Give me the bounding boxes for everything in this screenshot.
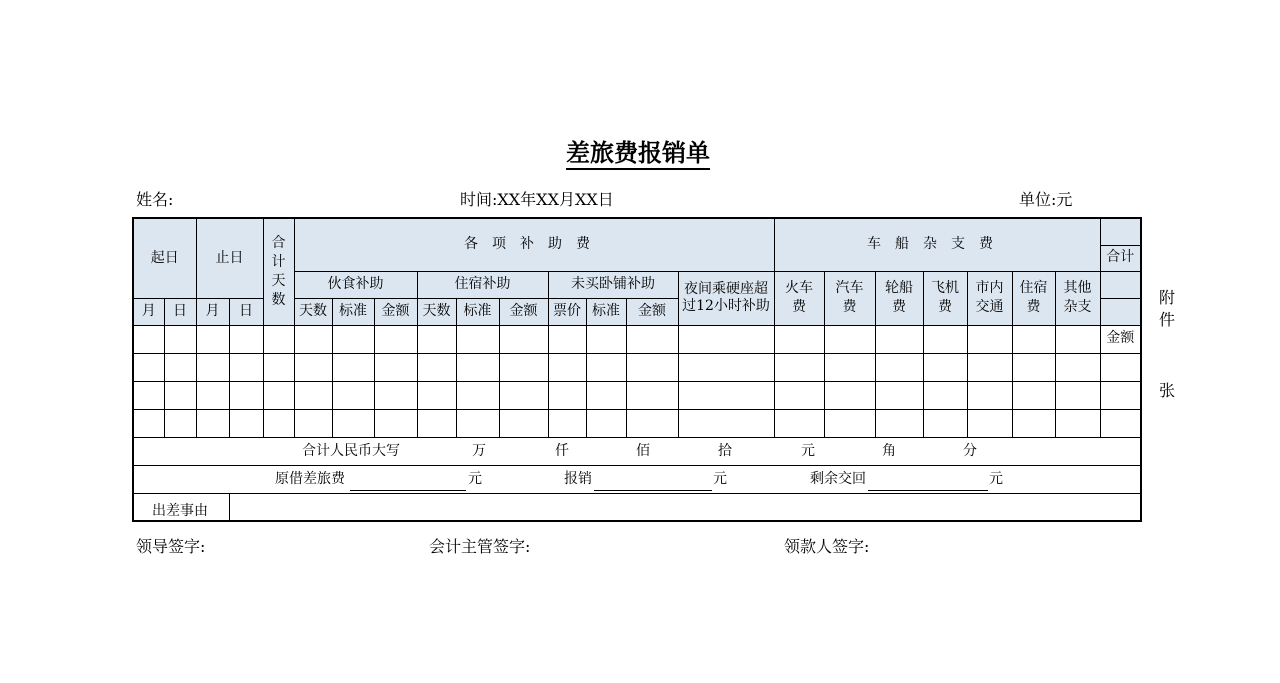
advance-label: 原借差旅费 (275, 470, 345, 487)
reimbursement-table (132, 217, 1142, 522)
time-label: 时间:XX年XX月XX日 (460, 190, 614, 209)
unit-fen: 分 (963, 442, 977, 459)
city-transit-header: 市内交通 (967, 271, 1012, 325)
reimburse-label: 报销 (564, 470, 592, 487)
unit-jiao: 角 (882, 442, 896, 459)
plane-fee-header: 飞机费 (923, 271, 967, 325)
unit-label: 单位:元 (1019, 190, 1073, 209)
accounting-signature-label: 会计主管签字: (429, 537, 531, 556)
total-days-header: 合计天数 (263, 218, 294, 325)
lodging-days-header: 天数 (417, 298, 456, 325)
total-col-blank (1100, 218, 1141, 245)
total-col-blank-2 (1100, 271, 1141, 298)
subsidy-group-header: 各项补助费 (294, 218, 774, 271)
unit-bai: 佰 (636, 442, 650, 459)
meal-standard-header: 标准 (332, 298, 374, 325)
form-title: 差旅费报销单 (0, 133, 1276, 168)
sleeper-amount-header: 金额 (626, 298, 678, 325)
ticket-price-header: 票价 (548, 298, 586, 325)
receiver-signature-label: 领款人签字: (784, 537, 870, 556)
name-label: 姓名: (136, 190, 174, 209)
unit-wan: 万 (472, 442, 486, 459)
advance-row (133, 465, 1141, 493)
train-fee-header: 火车费 (774, 271, 824, 325)
table-row (133, 381, 1141, 409)
remaining-label: 剩余交回 (810, 470, 866, 487)
reimburse-yuan: 元 (713, 470, 727, 487)
remaining-yuan: 元 (989, 470, 1003, 487)
start-day-header: 起日 (133, 218, 196, 298)
transport-group-header: 车船杂支费 (774, 218, 1100, 271)
meal-amount-header: 金额 (374, 298, 417, 325)
lodging-amount-header: 金额 (499, 298, 548, 325)
start-date-header: 日 (164, 298, 196, 325)
table-row (133, 409, 1141, 437)
end-date-header: 日 (229, 298, 263, 325)
total-rmb-row (133, 437, 1141, 465)
sheets-label: 张 (1159, 381, 1176, 400)
end-day-header: 止日 (196, 218, 263, 298)
amount-header: 金额 (1100, 325, 1141, 353)
unit-qian: 仟 (555, 442, 569, 459)
total-col-blank-3 (1100, 298, 1141, 325)
end-month-header: 月 (196, 298, 229, 325)
no-sleeper-subsidy-header: 未买卧铺补助 (548, 271, 678, 298)
unit-shi: 拾 (718, 442, 732, 459)
attachment-label: 附件 (1159, 288, 1176, 329)
meal-subsidy-header: 伙食补助 (294, 271, 417, 298)
start-month-header: 月 (133, 298, 164, 325)
table-row (133, 325, 1141, 353)
misc-fee-header: 其他杂支 (1055, 271, 1100, 325)
bus-fee-header: 汽车费 (824, 271, 875, 325)
reason-label: 出差事由 (133, 493, 229, 521)
table-row (133, 353, 1141, 381)
leader-signature-label: 领导签字: (136, 537, 206, 556)
lodging-standard-header: 标准 (456, 298, 499, 325)
total-rmb-label: 合计人民币大写 (302, 442, 400, 459)
unit-yuan: 元 (801, 442, 815, 459)
night-hard-seat-header: 夜间乘硬座超过12小时补助 (678, 271, 774, 325)
lodging-subsidy-header: 住宿补助 (417, 271, 548, 298)
total-header: 合计 (1100, 245, 1141, 271)
sleeper-standard-header: 标准 (586, 298, 626, 325)
ship-fee-header: 轮船费 (875, 271, 923, 325)
advance-yuan: 元 (468, 470, 482, 487)
reason-field[interactable] (229, 493, 1141, 521)
lodging-fee-header: 住宿费 (1012, 271, 1055, 325)
meal-days-header: 天数 (294, 298, 332, 325)
